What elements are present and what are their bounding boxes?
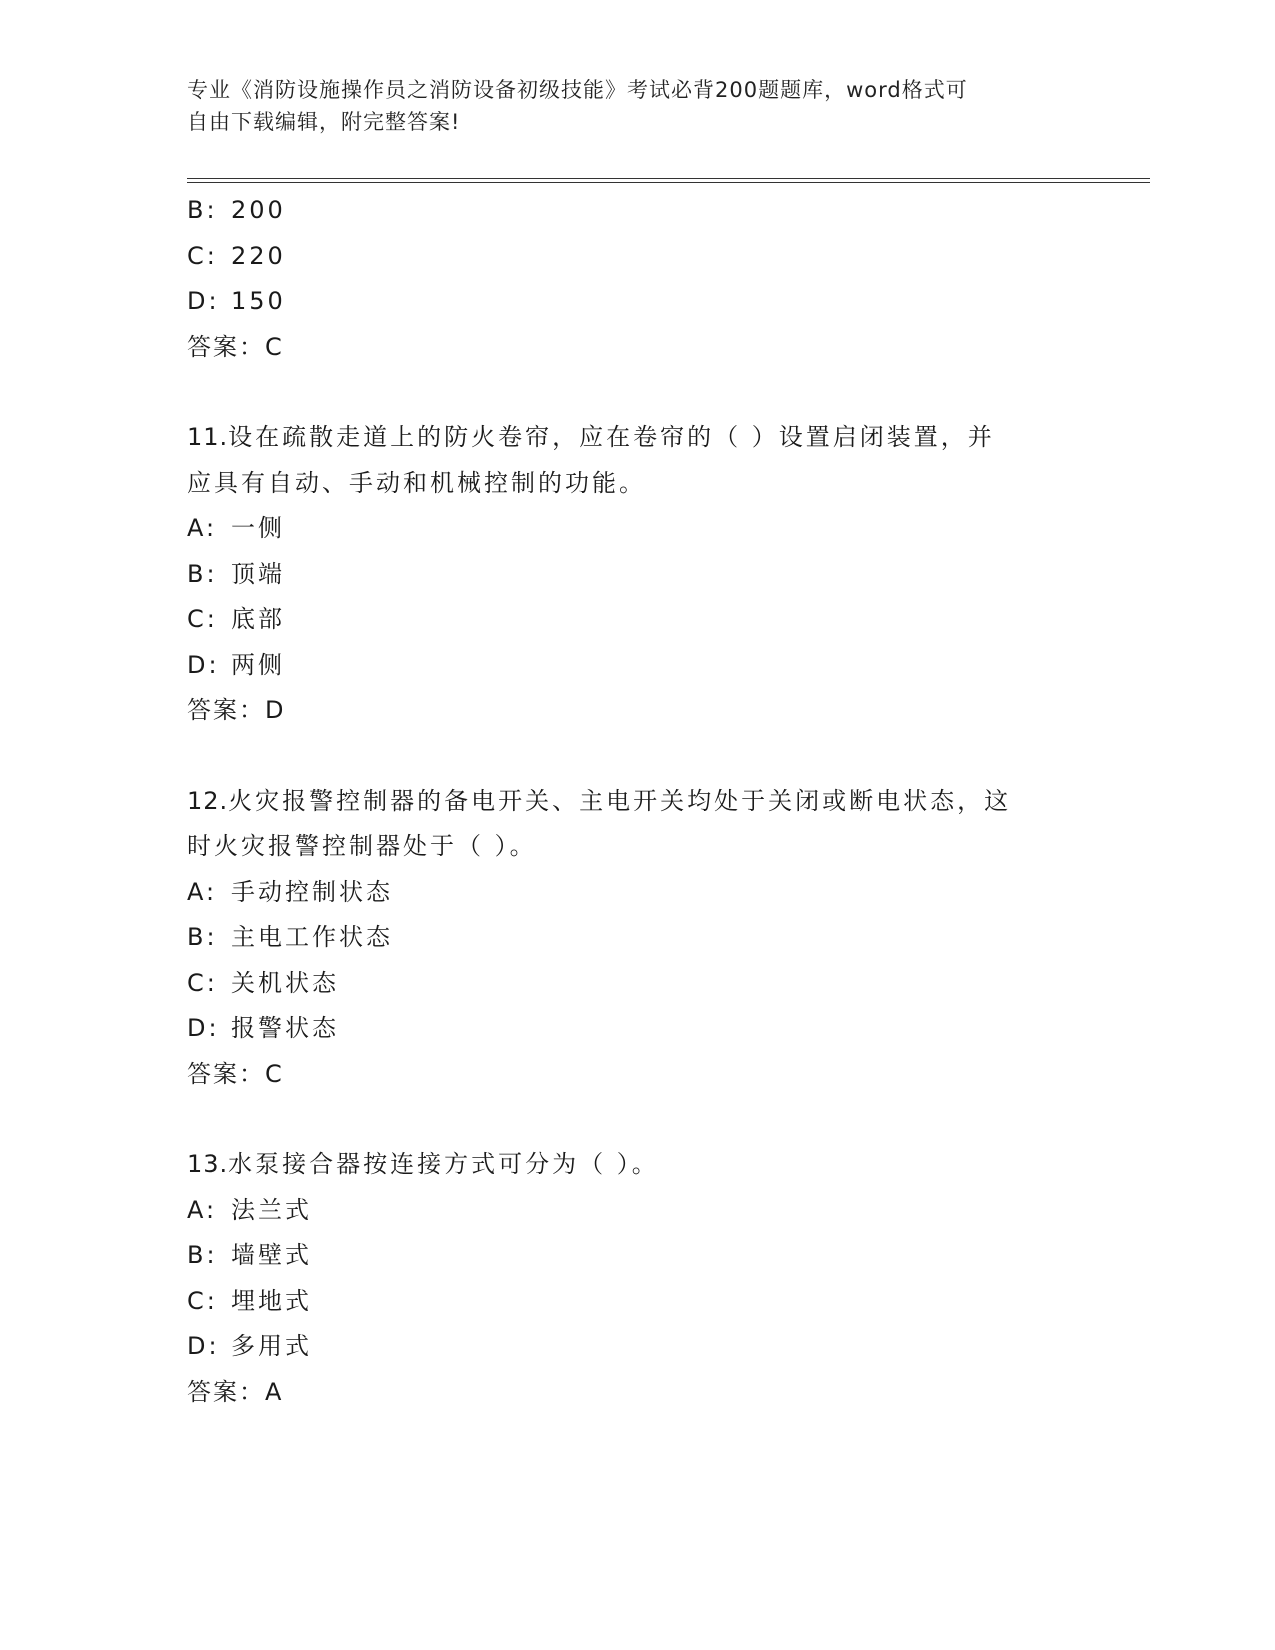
option-text: 200 <box>231 196 286 224</box>
option-key: D: <box>187 1014 220 1042</box>
option-text: 一侧 <box>231 514 285 542</box>
option-key: C: <box>187 605 218 633</box>
option-key: A: <box>187 1195 218 1224</box>
option-key: C: <box>187 241 218 270</box>
option-text: 两侧 <box>231 650 285 679</box>
option-key: B: <box>187 1241 218 1269</box>
option-item <box>187 188 1087 234</box>
question-stem-line-2: 时火灾报警控制器处于（ ）。 <box>187 832 537 860</box>
option-text: 法兰式 <box>231 1195 312 1224</box>
spacer <box>187 734 1087 779</box>
answer-line: 答案：C <box>187 1059 284 1088</box>
question-number: 11. <box>187 423 229 451</box>
spacer <box>187 370 1087 415</box>
option-key: A: <box>187 877 218 906</box>
option-text: 底部 <box>231 605 285 633</box>
header-title-line-1: 专业《消防设施操作员之消防设备初级技能》考试必背200题题库，word格式可 <box>187 78 968 102</box>
option-text: 多用式 <box>231 1332 312 1360</box>
option-text: 埋地式 <box>231 1286 312 1315</box>
option-item <box>187 870 1087 916</box>
question-13 <box>187 1142 1087 1415</box>
option-key: D: <box>187 1332 220 1360</box>
question-stem-line-2: 应具有自动、手动和机械控制的功能。 <box>187 468 646 497</box>
question-stem <box>187 415 1087 461</box>
option-key: D: <box>187 287 220 315</box>
answer-line: 答案：A <box>187 1377 284 1406</box>
answer-line: 答案：D <box>187 696 286 724</box>
option-key: A: <box>187 514 218 542</box>
option-item <box>187 1006 1087 1052</box>
question-11 <box>187 415 1087 734</box>
option-text: 顶端 <box>231 559 285 588</box>
question-list <box>187 188 1087 1415</box>
option-item <box>187 597 1087 643</box>
option-text: 关机状态 <box>231 968 339 997</box>
continued-question <box>187 188 1087 370</box>
option-key: B: <box>187 923 218 951</box>
option-text: 220 <box>231 241 286 270</box>
question-stem-line-1: 水泵接合器按连接方式可分为（ ）。 <box>228 1150 659 1178</box>
answer-line: 答案：C <box>187 332 284 361</box>
question-stem-line-1: 设在疏散走道上的防火卷帘，应在卷帘的（ ）设置启闭装置，并 <box>228 423 995 451</box>
option-text: 手动控制状态 <box>231 877 393 906</box>
option-text: 报警状态 <box>231 1014 339 1042</box>
option-key: B: <box>187 196 218 224</box>
option-item <box>187 1233 1087 1279</box>
option-text: 墙壁式 <box>231 1241 312 1269</box>
option-item <box>187 506 1087 552</box>
question-stem-line-1: 火灾报警控制器的备电开关、主电开关均处于关闭或断电状态，这 <box>228 786 1012 815</box>
page-header <box>187 74 1067 138</box>
spacer <box>187 1097 1087 1142</box>
option-key: D: <box>187 650 220 679</box>
question-number: 12. <box>187 786 229 815</box>
option-item <box>187 552 1087 598</box>
option-item <box>187 961 1087 1007</box>
option-text: 主电工作状态 <box>231 923 393 951</box>
header-title-line-2: 自由下载编辑，附完整答案! <box>187 110 461 134</box>
question-stem <box>187 1142 1087 1188</box>
option-item <box>187 643 1087 689</box>
question-12 <box>187 779 1087 1098</box>
option-key: B: <box>187 559 218 588</box>
option-item <box>187 1324 1087 1370</box>
option-text: 150 <box>231 287 286 315</box>
option-item <box>187 1279 1087 1325</box>
option-item <box>187 1188 1087 1234</box>
option-item <box>187 915 1087 961</box>
option-item <box>187 234 1087 280</box>
question-stem <box>187 779 1087 825</box>
header-divider <box>187 178 1150 183</box>
question-number: 13. <box>187 1150 229 1178</box>
option-key: C: <box>187 968 218 997</box>
option-item <box>187 279 1087 325</box>
option-key: C: <box>187 1286 218 1315</box>
